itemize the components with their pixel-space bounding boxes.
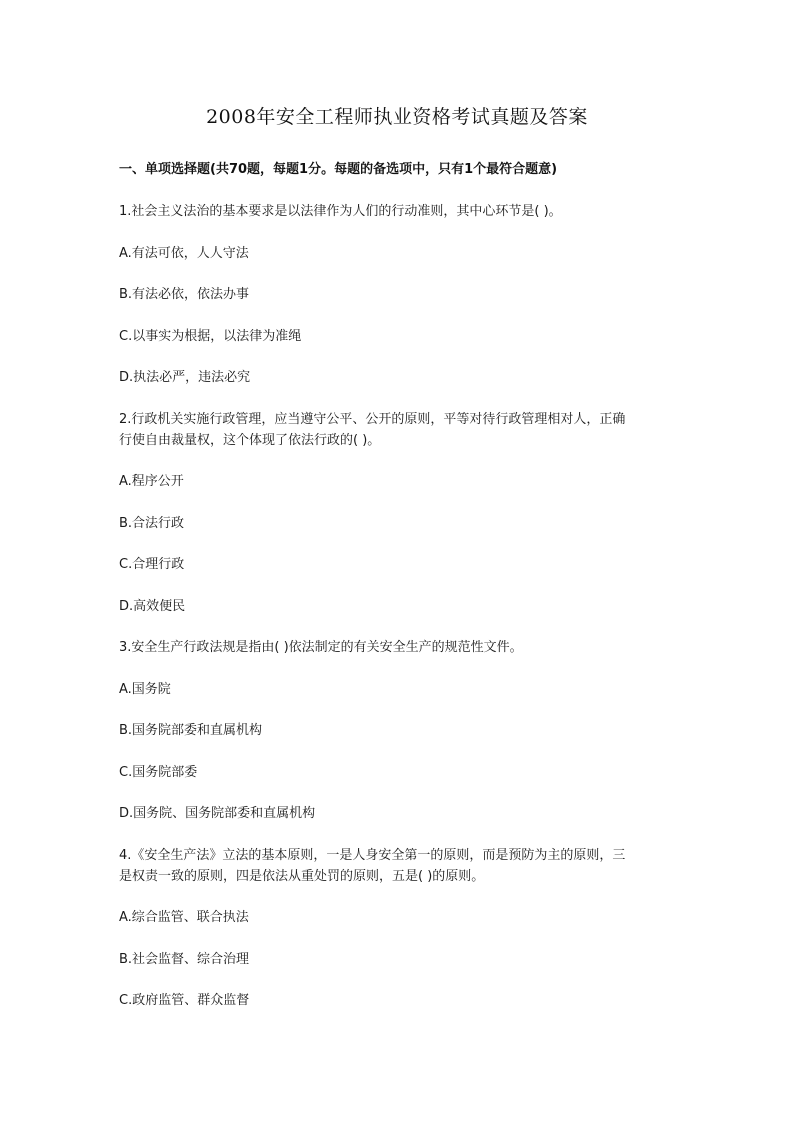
question-2-stem-line-2: 行使自由裁量权，这个体现了依法行政的( )。: [119, 433, 381, 448]
question-3-stem: 3.安全生产行政法规是指由( )依法制定的有关安全生产的规范性文件。: [119, 640, 523, 655]
question-1-option-a: A.有法可依，人人守法: [119, 246, 249, 261]
question-2-option-b: B.合法行政: [119, 516, 185, 531]
question-1-option-c: C.以事实为根据，以法律为准绳: [119, 329, 302, 344]
question-4-option-b: B.社会监督、综合治理: [119, 952, 250, 967]
question-3-option-b: B.国务院部委和直属机构: [119, 723, 263, 738]
question-2-option-c: C.合理行政: [119, 557, 185, 572]
question-2-option-d: D.高效便民: [119, 599, 186, 614]
question-1-option-d: D.执法必严，违法必究: [119, 370, 251, 385]
question-3-option-a: A.国务院: [119, 682, 171, 697]
question-4-stem-line-2: 是权责一致的原则，四是依法从重处罚的原则，五是( )的原则。: [119, 869, 485, 884]
question-3-option-c: C.国务院部委: [119, 765, 198, 780]
section-heading: 一、单项选择题(共70题，每题1分。每题的备选项中，只有1个最符合题意): [119, 162, 558, 177]
question-4-option-c: C.政府监管、群众监督: [119, 993, 250, 1008]
question-1-stem: 1.社会主义法治的基本要求是以法律作为人们的行动准则，其中心环节是( )。: [119, 204, 562, 219]
question-2-stem-line-1: 2.行政机关实施行政管理，应当遵守公平、公开的原则，平等对待行政管理相对人，正确: [119, 412, 626, 427]
question-3-option-d: D.国务院、国务院部委和直属机构: [119, 806, 316, 821]
question-4-stem-line-1: 4.《安全生产法》立法的基本原则，一是人身安全第一的原则，而是预防为主的原则，三: [119, 848, 626, 863]
question-2-option-a: A.程序公开: [119, 474, 184, 489]
question-1-option-b: B.有法必依，依法办事: [119, 287, 250, 302]
document-title: 2008年安全工程师执业资格考试真题及答案: [206, 106, 588, 128]
question-4-option-a: A.综合监管、联合执法: [119, 910, 249, 925]
